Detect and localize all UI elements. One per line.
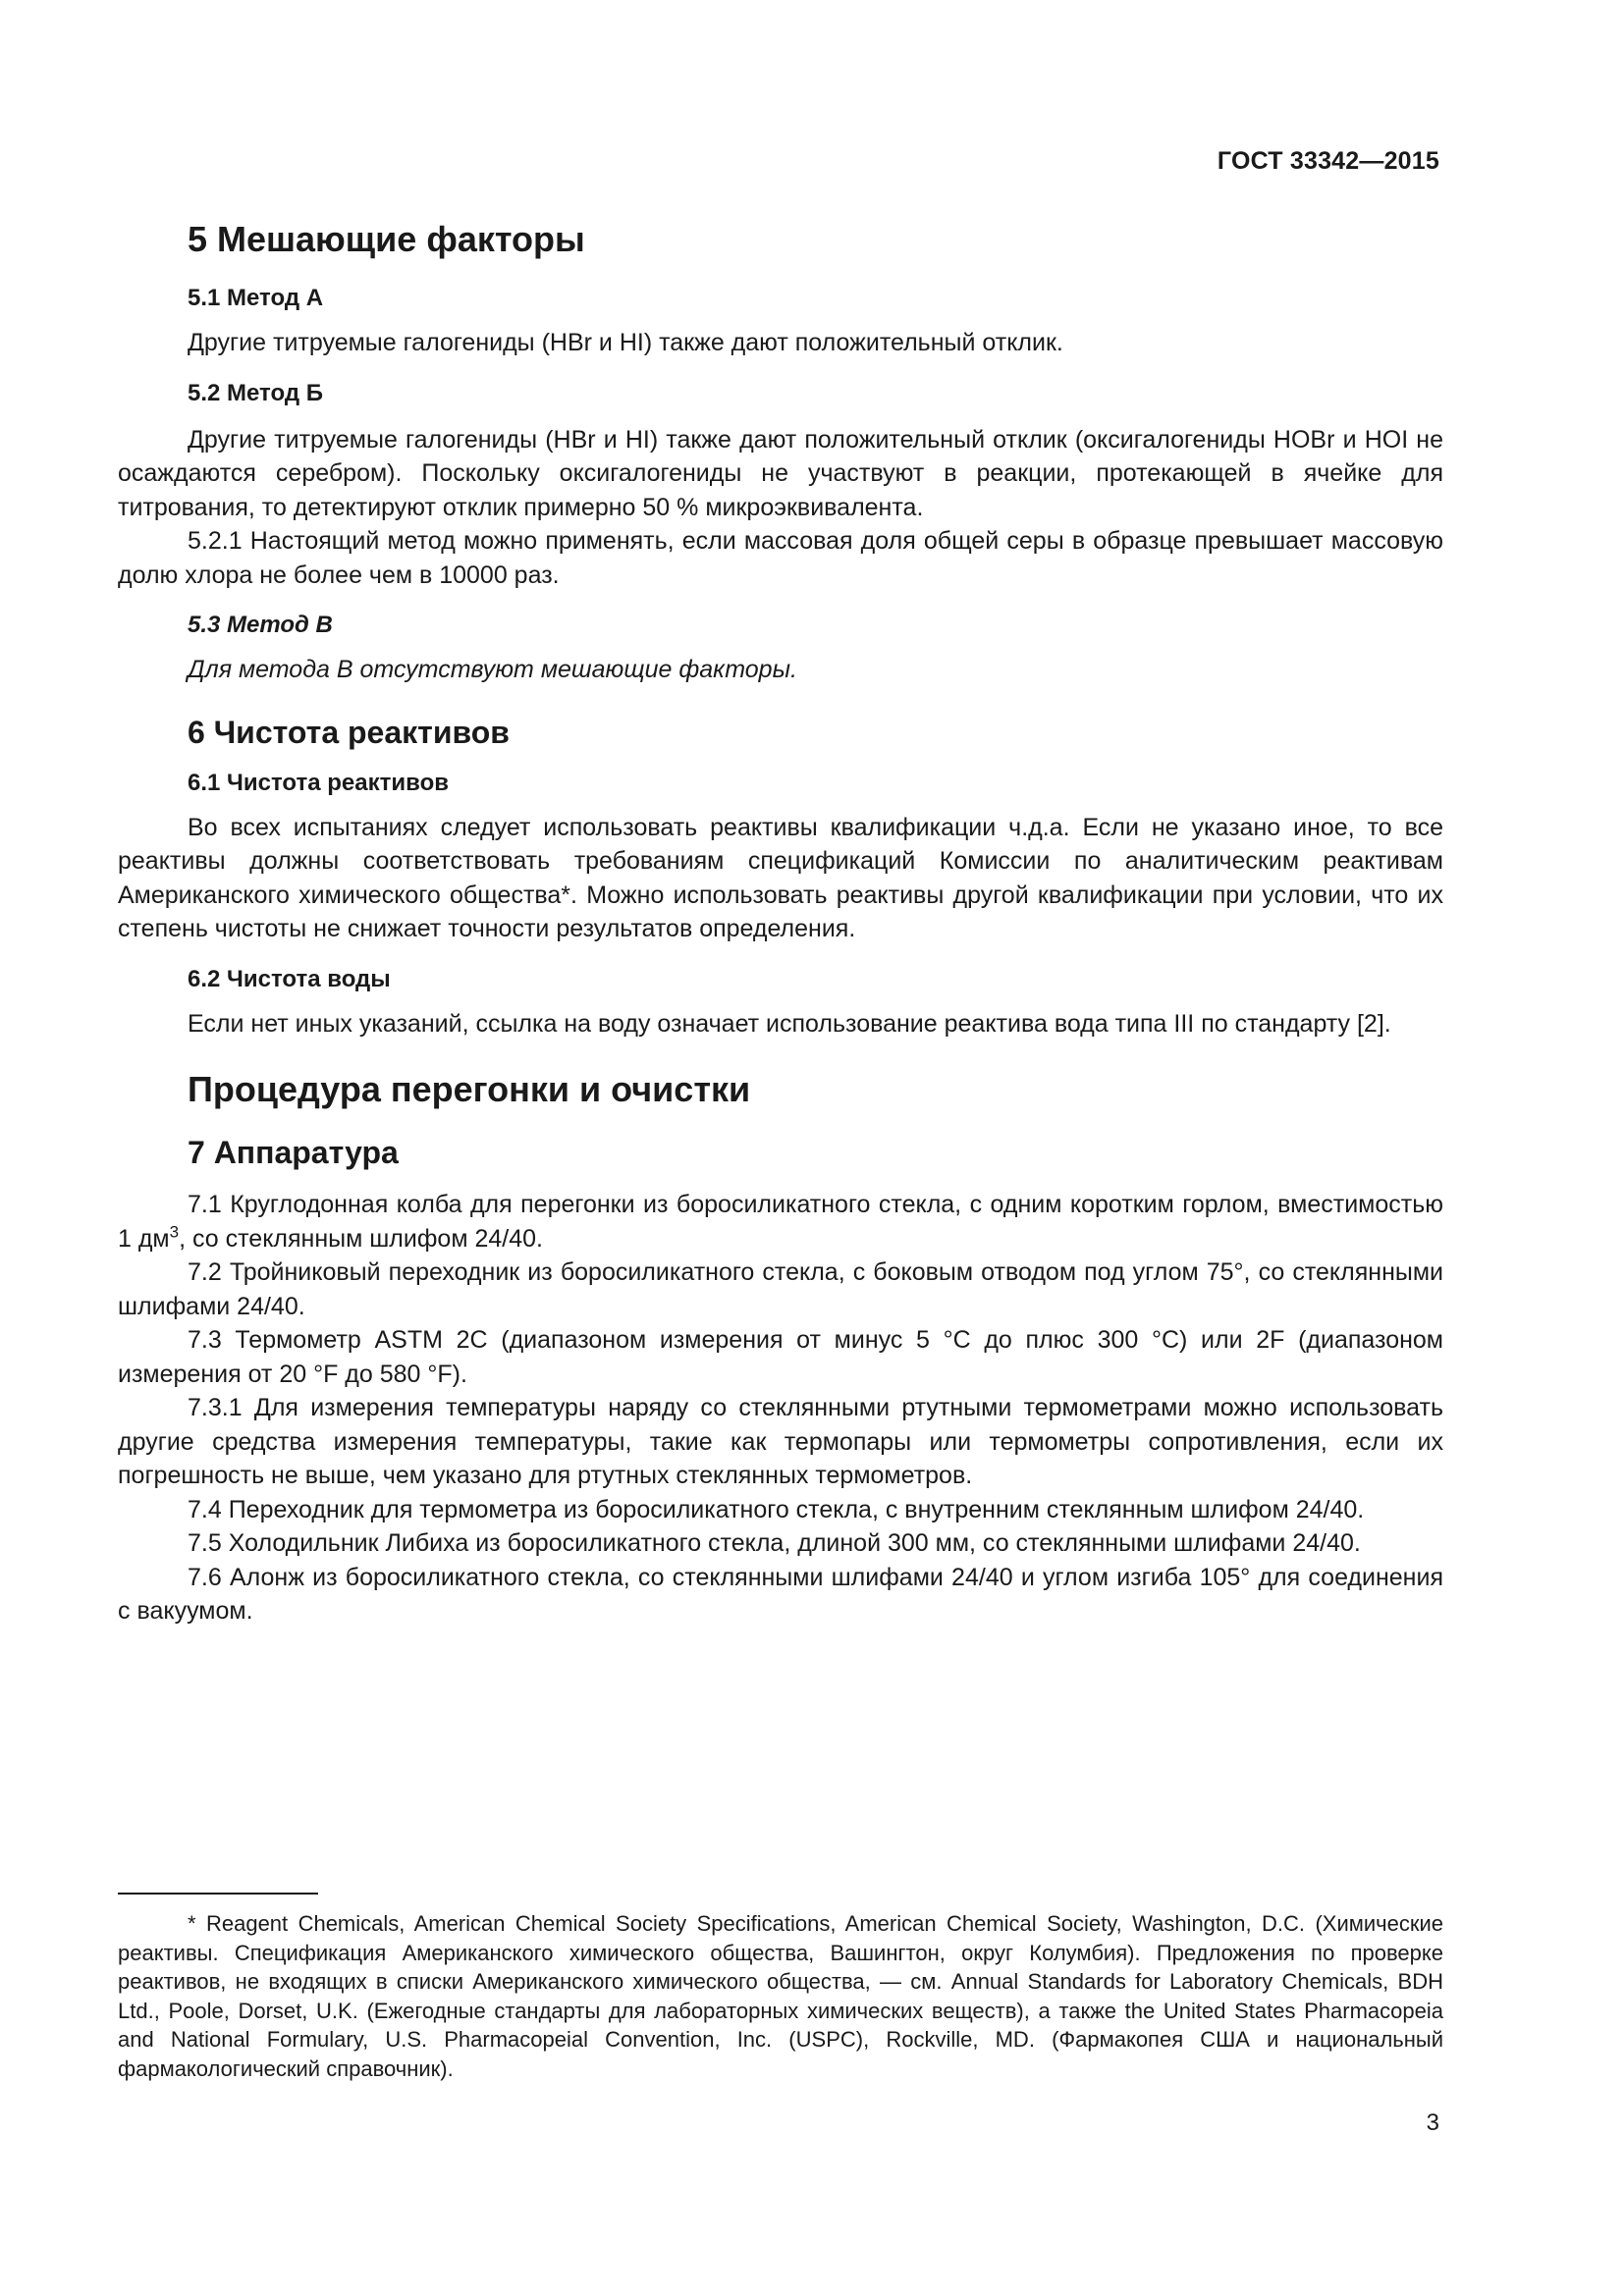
section-6-1-text: Во всех испытаниях следует использовать реактивы квалификации ч.д.а. Если не указано иное, то все реактивы должны соответствовать требованиям спецификаций Комиссии по аналитическим реактивам Американского химического общества*. Можно использовать реактивы другой квалификации при условии, что их степень чистоты не снижает точности результатов определения. — [118, 813, 1443, 942]
section-5-2-1-text: 5.2.1 Настоящий метод можно применять, если массовая доля общей серы в образце превышает массовую долю хлора не более чем в 10000 раз. — [118, 527, 1443, 589]
section-6-2-heading: 6.2 Чистота воды — [188, 965, 391, 992]
section-5-3-heading: 5.3 Метод В — [188, 612, 333, 638]
page-content — [118, 218, 1443, 1629]
section-7-3-text: 7.3 Термометр ASTM 2C (диапазоном измерения от минус 5 °С до плюс 300 °С) или 2F (диапазоном измерения от 20 °F до 580 °F). — [118, 1326, 1443, 1388]
section-7-heading: 7 Аппаратура — [188, 1135, 399, 1170]
page-number: 3 — [1426, 2109, 1439, 2136]
section-7-4-text: 7.4 Переходник для термометра из боросиликатного стекла, с внутренним стеклянным шлифом 24/40. — [188, 1495, 1365, 1523]
section-5-2-heading: 5.2 Метод Б — [188, 379, 323, 406]
section-7-5-text: 7.5 Холодильник Либиха из боросиликатного стекла, длиной 300 мм, со стеклянными шлифами 24/40. — [188, 1529, 1361, 1557]
section-6-heading: 6 Чистота реактивов — [188, 714, 510, 750]
section-6-2-text: Если нет иных указаний, ссылка на воду означает использование реактива вода типа III по стандарту [2]. — [188, 1009, 1391, 1038]
section-5-1-text: Другие титруемые галогениды (HBr и HI) также дают положительный отклик. — [188, 329, 1063, 356]
section-5-heading: 5 Мешающие факторы — [188, 219, 585, 259]
section-5-3-text: Для метода В отсутствуют мешающие факторы. — [188, 656, 797, 683]
standard-code-header: ГОСТ 33342—2015 — [1217, 147, 1439, 175]
section-7-2-text: 7.2 Тройниковый переходник из боросиликатного стекла, с боковым отводом под углом 75°, со стеклянными шлифами 24/40. — [118, 1258, 1443, 1320]
procedure-heading: Процедура перегонки и очистки — [188, 1069, 751, 1109]
footnote-separator — [118, 1893, 318, 1895]
section-7-3-1-text: 7.3.1 Для измерения температуры наряду со стеклянными ртутными термометрами можно использовать другие средства измерения температуры, такие как термопары или термометры сопротивления, если их погрешность не выше, чем указано для ртутных стеклянных термометров. — [118, 1394, 1443, 1489]
section-6-1-heading: 6.1 Чистота реактивов — [188, 769, 449, 796]
section-5-1-heading: 5.1 Метод А — [188, 285, 324, 311]
footnote — [118, 1909, 1443, 2084]
section-7-1-text: 7.1 Круглодонная колба для перегонки из боросиликатного стекла, с одним коротким горлом, вместимостью 1 $дм^3$, со стеклянным шлифом 24/40. — [118, 1191, 1443, 1253]
section-7-6-text: 7.6 Алонж из боросиликатного стекла, со стеклянными шлифами 24/40 и углом изгиба 105° для соединения с вакуумом. — [118, 1563, 1443, 1625]
section-5-2-text: Другие титруемые галогениды (HBr и HI) также дают положительный отклик (оксигалогениды HOBr и HOI не осаждаются серебром). Поскольку оксигалогениды не участвуют в реакции, протекающей в ячейке для титрования, то детектируют отклик примерно 50 % микроэквивалента. — [118, 425, 1443, 521]
footnote-text: * Reagent Chemicals, American Chemical Society Specifications, American Chemical Society, Washington, D.C. (Химические реактивы. Спецификация Американского химического общества, Вашингтон, округ Колумбия). Предложения по проверке реактивов, не входящих в списки Американского химического общества, — см. Annual Standards for Laboratory Chemicals, BDH Ltd., Poole, Dorset, U.K. (Ежегодные стандарты для лабораторных химических веществ), а также the United States Pharmacopeia and National Formulary, U.S. Pharmacopeial Convention, Inc. (USPC), Rockville, MD. (Фармакопея США и национальный фармакологический справочник). — [118, 1911, 1443, 2081]
